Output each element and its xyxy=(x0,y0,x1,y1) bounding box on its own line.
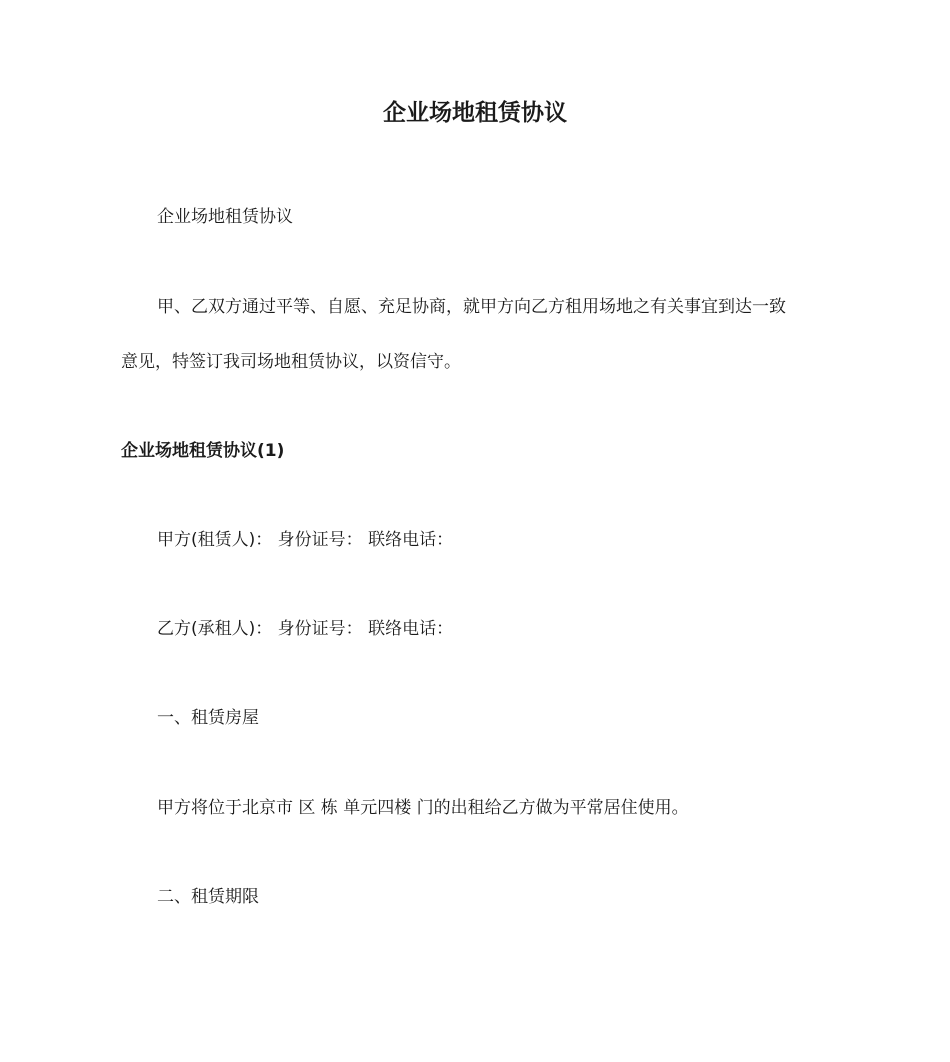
clause-1-text: 甲方将位于北京市 区 栋 单元四楼 门的出租给乙方做为平常居住使用。 xyxy=(157,798,689,818)
section-heading: 企业场地租赁协议(1) xyxy=(121,441,285,461)
clause-2-heading: 二、租赁期限 xyxy=(157,887,259,907)
intro-paragraph-line-1: 甲、乙双方通过平等、自愿、充足协商，就甲方向乙方租用场地之有关事宜到达一致 xyxy=(157,297,786,317)
document-title: 企业场地租赁协议 xyxy=(383,100,567,126)
party-b-line: 乙方(承租人)： 身份证号： 联络电话： xyxy=(157,619,454,639)
party-a-line: 甲方(租赁人)： 身份证号： 联络电话： xyxy=(157,530,454,550)
subtitle-line: 企业场地租赁协议 xyxy=(157,207,293,227)
clause-1-heading: 一、租赁房屋 xyxy=(157,708,259,728)
intro-paragraph-line-2: 意见，特签订我司场地租赁协议，以资信守。 xyxy=(121,352,461,372)
